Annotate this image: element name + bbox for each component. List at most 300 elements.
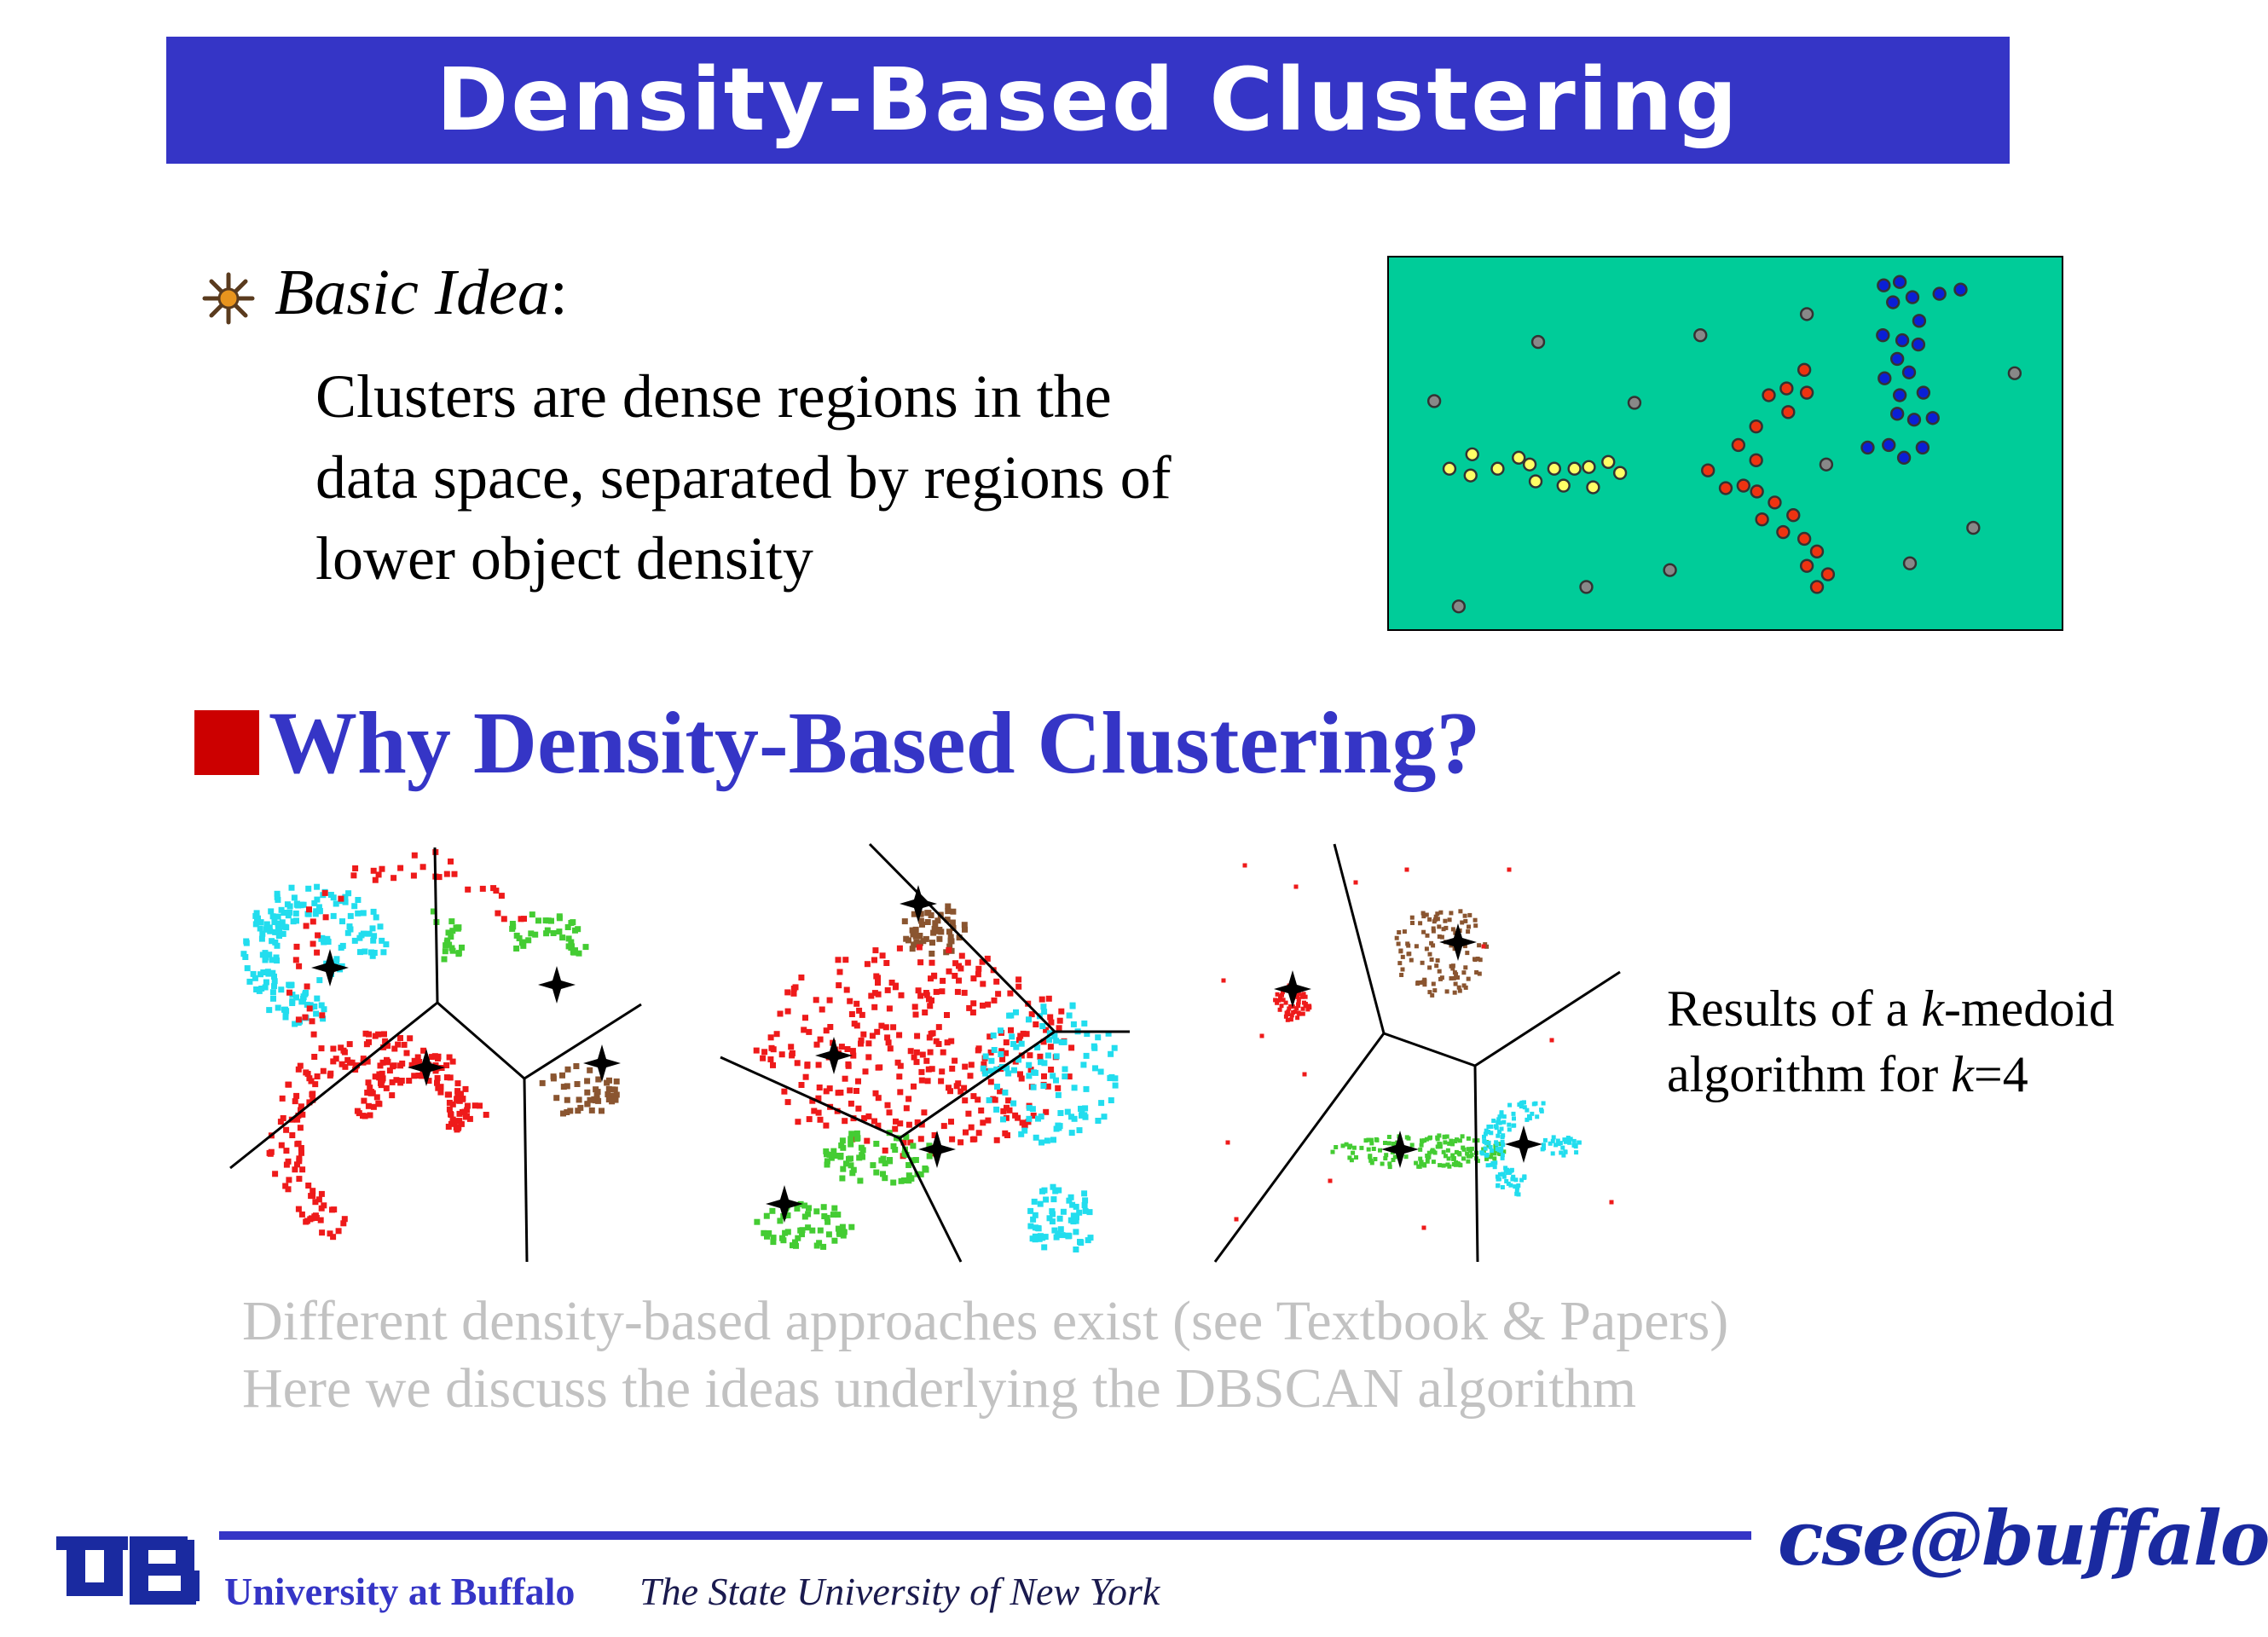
cluster-point — [802, 1214, 808, 1220]
cluster-point — [1068, 1114, 1074, 1119]
cluster-point — [301, 902, 307, 908]
cluster-point — [434, 1080, 440, 1086]
title-bar — [166, 37, 2010, 164]
cluster-point — [1422, 980, 1426, 984]
cluster-point — [842, 1229, 848, 1235]
results-caption: Results of a k-medoid algorithm for k=4 — [1667, 980, 2115, 1102]
cluster-point — [480, 886, 486, 892]
cluster-point — [842, 1118, 848, 1124]
cluster-point — [956, 963, 962, 969]
cluster-point — [925, 910, 931, 916]
cluster-point — [1443, 1135, 1447, 1139]
cluster-point — [1420, 1138, 1424, 1142]
cluster-point — [1432, 927, 1436, 931]
panel-3-medoids — [1274, 923, 1542, 1168]
cluster-point — [1466, 1160, 1470, 1164]
cluster-point — [985, 1118, 991, 1124]
cluster-point — [855, 1106, 861, 1112]
cluster-point — [556, 928, 562, 934]
cluster-point — [1467, 913, 1472, 917]
cluster-point — [884, 1034, 890, 1040]
cluster-point — [1328, 1179, 1333, 1183]
cluster-point — [514, 933, 520, 939]
cluster-point — [791, 986, 797, 992]
cluster-point — [939, 988, 945, 994]
cluster-point — [525, 937, 531, 943]
section-heading: Why Density-Based Clustering? — [269, 694, 1481, 792]
cluster-point — [1507, 1127, 1512, 1131]
cluster-point — [818, 1228, 824, 1234]
cluster-point — [980, 981, 986, 987]
cluster-point — [1482, 945, 1486, 949]
cluster-point — [605, 1091, 610, 1097]
cluster-point — [1068, 1044, 1074, 1050]
cluster-point — [978, 1108, 984, 1114]
cluster-point — [899, 992, 905, 998]
cluster-point — [927, 1154, 933, 1160]
cluster-point — [790, 1050, 796, 1056]
cluster-point — [1465, 1152, 1469, 1156]
cluster-point — [1368, 1159, 1373, 1163]
cluster-point — [1443, 1140, 1447, 1144]
cluster-point — [1463, 914, 1467, 918]
cluster-point — [1043, 1197, 1049, 1203]
cluster-point — [1425, 946, 1429, 951]
cluster-point — [310, 1018, 315, 1024]
cluster-point — [816, 1110, 822, 1116]
cluster-point — [292, 894, 298, 900]
cluster-point — [1446, 1163, 1450, 1167]
cluster-point — [391, 1062, 397, 1068]
cluster-point — [836, 957, 842, 963]
cluster-point — [348, 913, 354, 919]
cluster-point — [266, 1007, 272, 1013]
cluster-point — [370, 938, 376, 944]
cluster-point — [1054, 1053, 1060, 1059]
cluster-point — [567, 1108, 573, 1114]
cluster-point — [925, 919, 931, 925]
cluster-point — [546, 917, 552, 923]
cluster-point — [304, 923, 310, 929]
cluster-point — [872, 990, 878, 996]
cluster-point — [299, 1212, 305, 1218]
cluster-point — [352, 865, 358, 871]
cluster-point — [298, 1063, 304, 1069]
cluster-point — [1467, 977, 1471, 981]
cluster-point — [930, 1030, 936, 1036]
cluster-point — [1465, 951, 1469, 955]
cluster-point — [1401, 955, 1405, 959]
cluster-point — [1055, 1085, 1061, 1091]
cluster-point — [499, 893, 505, 899]
cluster-point — [1474, 970, 1478, 975]
cluster-point — [919, 1078, 925, 1084]
cluster-point — [847, 1087, 853, 1093]
cluster-point — [1050, 1196, 1056, 1202]
cluster-point — [852, 1021, 858, 1027]
cluster-point — [1015, 976, 1021, 982]
cluster-point — [771, 1046, 777, 1052]
cluster-point — [1048, 1044, 1054, 1050]
cluster-point — [1235, 1218, 1239, 1222]
cluster-point — [858, 1041, 864, 1047]
cluster-point — [490, 885, 496, 891]
cluster-point — [873, 1090, 879, 1096]
cluster-point — [887, 1109, 893, 1115]
cluster-point — [846, 1063, 852, 1069]
cluster-point — [898, 1063, 904, 1069]
cluster-point — [1005, 1071, 1011, 1077]
cluster-point — [1050, 1212, 1056, 1218]
cluster-point — [1444, 1154, 1448, 1158]
cluster-point — [609, 1098, 615, 1104]
cluster-point — [1507, 868, 1512, 872]
cluster-point — [1084, 1053, 1090, 1059]
cluster-point — [1496, 1177, 1501, 1182]
cluster-point — [373, 877, 379, 883]
cluster-point — [1056, 1092, 1062, 1098]
cluster-point — [331, 1206, 337, 1212]
cluster-point — [1421, 914, 1426, 918]
cluster-point — [1433, 1151, 1438, 1155]
cluster-point — [1418, 1157, 1422, 1161]
cluster-point — [807, 1116, 813, 1122]
cluster-point — [806, 1029, 812, 1035]
cluster-point — [1083, 1114, 1089, 1120]
cluster-point — [374, 1094, 380, 1100]
cluster-point — [370, 925, 376, 931]
cluster-point — [947, 1088, 953, 1094]
cluster-point — [263, 955, 269, 961]
cluster-point — [286, 1186, 292, 1192]
cluster-point — [1496, 1117, 1501, 1121]
panel-1-clusters — [240, 849, 619, 1240]
cluster-point — [975, 966, 981, 972]
cluster-point — [560, 1111, 566, 1117]
red-cluster — [1702, 364, 1834, 593]
cluster-point — [540, 1080, 546, 1086]
kmedoid-result-panel-1 — [230, 844, 648, 1262]
cluster-point — [1522, 1176, 1526, 1180]
cluster-point — [1341, 1143, 1345, 1148]
cluster-point — [929, 960, 935, 966]
cluster-point — [345, 930, 351, 936]
cluster-point — [778, 1011, 784, 1017]
cluster-point — [969, 1061, 975, 1067]
cluster-point — [849, 1011, 855, 1017]
cluster-point — [1567, 1141, 1571, 1145]
cluster-point — [1427, 917, 1432, 922]
cluster-point — [893, 1119, 899, 1125]
cluster-point — [940, 1050, 946, 1056]
cluster-point — [510, 921, 516, 927]
cluster-point — [322, 890, 328, 896]
cluster-point — [391, 875, 396, 881]
cluster-point — [821, 1204, 827, 1210]
cluster-point — [928, 1050, 934, 1056]
cluster-point — [1437, 924, 1441, 928]
cluster-point — [1443, 919, 1447, 923]
cluster-point — [1450, 967, 1455, 971]
cluster-point — [411, 873, 417, 879]
cluster-point — [949, 1137, 955, 1142]
cluster-point — [246, 979, 252, 985]
cluster-point — [938, 1079, 944, 1085]
cluster-point — [330, 1046, 336, 1052]
cluster-point — [1026, 1016, 1032, 1022]
cluster-point — [980, 1003, 986, 1009]
cluster-point — [336, 1228, 342, 1234]
cluster-point — [809, 1228, 815, 1234]
cluster-point — [970, 1000, 976, 1006]
cluster-point — [1418, 1165, 1422, 1169]
cluster-point — [1383, 1156, 1387, 1160]
cluster-point — [905, 937, 911, 943]
cluster-point — [840, 1145, 846, 1151]
cluster-point — [963, 1130, 969, 1136]
cluster-point — [342, 1216, 348, 1222]
cluster-point — [952, 1058, 958, 1064]
cluster-point — [373, 914, 379, 920]
cluster-point — [564, 1097, 570, 1103]
cluster-point — [1449, 911, 1453, 915]
cluster-point — [395, 1042, 401, 1048]
cluster-point — [1280, 1004, 1284, 1008]
cluster-point — [576, 1096, 582, 1102]
cluster-point — [455, 1091, 461, 1097]
cluster-point — [593, 1086, 599, 1092]
cluster-point — [1458, 909, 1462, 913]
cluster-point — [934, 917, 940, 923]
cluster-point — [573, 1063, 579, 1069]
cluster-point — [962, 1064, 968, 1070]
cluster-point — [1530, 1112, 1534, 1116]
cluster-point — [444, 871, 450, 877]
cluster-point — [932, 926, 938, 932]
cluster-point — [319, 1191, 325, 1197]
cluster-point — [376, 871, 382, 877]
cluster-point — [1073, 1247, 1079, 1252]
cluster-point — [844, 987, 850, 993]
cluster-point — [1007, 1108, 1013, 1114]
cluster-point — [420, 864, 426, 870]
cluster-point — [1448, 917, 1452, 922]
cluster-point — [934, 1038, 940, 1044]
cluster-point — [1501, 1140, 1505, 1144]
cluster-point — [1369, 1138, 1374, 1142]
cluster-point — [1037, 1054, 1043, 1060]
cluster-point — [1011, 1067, 1017, 1073]
cluster-point — [465, 1103, 471, 1109]
cluster-point — [856, 1154, 862, 1160]
cluster-point — [1026, 1116, 1032, 1122]
cluster-point — [296, 1016, 302, 1022]
cluster-point — [575, 1081, 581, 1087]
cluster-point — [1401, 968, 1405, 972]
cluster-point — [936, 1024, 942, 1030]
cluster-point — [988, 1079, 994, 1085]
cluster-point — [1556, 1139, 1560, 1143]
cluster-point — [911, 1084, 917, 1090]
cluster-point — [836, 982, 842, 988]
cluster-point — [1502, 1175, 1507, 1179]
cluster-point — [1500, 1114, 1504, 1118]
cluster-point — [1446, 1148, 1450, 1153]
cluster-point — [1039, 997, 1045, 1003]
cluster-point — [1019, 1076, 1025, 1082]
cluster-point — [1425, 1154, 1429, 1158]
cluster-point — [289, 885, 295, 891]
cluster-point — [873, 1170, 879, 1176]
cluster-point — [339, 918, 345, 924]
cluster-point — [1419, 1161, 1423, 1166]
cluster-point — [380, 949, 386, 955]
cluster-point — [1473, 923, 1478, 928]
cluster-point — [1498, 1121, 1502, 1125]
cluster-point — [785, 1099, 791, 1105]
cluster-point — [568, 920, 574, 926]
cluster-point — [1038, 1201, 1044, 1207]
medoid-star-icon — [538, 966, 576, 1004]
cluster-point — [941, 1123, 947, 1129]
cluster-point — [362, 949, 367, 955]
cluster-point — [1420, 1143, 1424, 1148]
cluster-point — [840, 1137, 846, 1143]
cluster-point — [965, 960, 971, 966]
cluster-point — [371, 909, 377, 915]
cluster-point — [293, 1093, 299, 1099]
cluster-point — [311, 1054, 317, 1060]
cluster-point — [1455, 1137, 1459, 1142]
cluster-point — [1045, 1053, 1051, 1059]
cluster-point — [982, 1071, 988, 1077]
cluster-point — [845, 1046, 851, 1052]
cluster-point — [827, 1085, 833, 1091]
cluster-point — [1301, 1007, 1305, 1011]
cluster-point — [379, 938, 385, 944]
cluster-point — [315, 933, 321, 939]
cluster-point — [359, 932, 365, 938]
cluster-point — [883, 1024, 889, 1030]
cluster-point — [887, 1158, 893, 1164]
cluster-point — [1102, 1114, 1108, 1119]
cluster-point — [1071, 1021, 1077, 1027]
cluster-point — [1512, 1116, 1516, 1120]
cluster-point — [551, 1075, 557, 1081]
cluster-point — [902, 918, 908, 924]
cluster-point — [283, 1127, 289, 1133]
cluster-point — [275, 891, 281, 897]
cluster-point — [1410, 916, 1415, 920]
cluster-point — [1512, 1112, 1516, 1116]
cluster-point — [1463, 965, 1467, 969]
cluster-point — [1297, 1012, 1301, 1016]
cluster-point — [1010, 1041, 1016, 1047]
cluster-point — [378, 1062, 384, 1068]
cluster-point — [594, 1092, 600, 1098]
cluster-point — [1495, 1125, 1499, 1130]
cluster-point — [1007, 991, 1013, 997]
cluster-point — [1008, 1027, 1014, 1033]
cluster-point — [399, 1078, 405, 1084]
cluster-point — [1550, 1038, 1554, 1043]
cluster-point — [341, 1048, 347, 1054]
cluster-point — [551, 930, 557, 936]
cluster-point — [1278, 1008, 1282, 1012]
cluster-point — [1010, 1101, 1016, 1107]
cluster-point — [976, 1045, 982, 1051]
cluster-point — [252, 975, 258, 981]
cluster-point — [1548, 1142, 1553, 1146]
cluster-point — [944, 1012, 950, 1018]
cluster-point — [874, 1029, 880, 1035]
cluster-point — [269, 957, 275, 963]
cluster-point — [823, 1123, 829, 1129]
cluster-point — [296, 1176, 302, 1182]
cluster-point — [1373, 1157, 1377, 1161]
cluster-point — [905, 1177, 911, 1183]
cluster-point — [1040, 1004, 1046, 1009]
cluster-point — [1260, 1034, 1264, 1038]
cluster-point — [1062, 1067, 1068, 1073]
cluster-point — [1431, 943, 1435, 947]
cluster-point — [1098, 1100, 1104, 1106]
cluster-point — [760, 1056, 766, 1061]
cluster-point — [1480, 1151, 1484, 1155]
cluster-point — [443, 948, 448, 954]
cluster-point — [865, 1040, 871, 1046]
idea-line: lower object density — [315, 524, 813, 593]
cluster-point — [824, 1027, 830, 1033]
cluster-point — [286, 912, 292, 918]
cluster-point — [519, 940, 525, 946]
cluster-point — [824, 1151, 830, 1157]
cluster-point — [1004, 1039, 1010, 1045]
cluster-point — [587, 1067, 593, 1073]
cluster-point — [347, 1041, 353, 1047]
cluster-point — [275, 1005, 281, 1011]
cluster-point — [465, 887, 471, 893]
cluster-point — [949, 1066, 955, 1072]
cluster-point — [381, 1031, 387, 1037]
cluster-point — [366, 1039, 372, 1045]
cluster-point — [870, 1162, 876, 1168]
cluster-point — [477, 1102, 483, 1108]
basic-idea-text — [315, 356, 1322, 599]
cluster-point — [785, 1009, 791, 1015]
cluster-point — [820, 1244, 826, 1250]
cluster-point — [992, 1047, 998, 1053]
cluster-point — [566, 943, 572, 949]
cluster-point — [543, 930, 549, 936]
cluster-point — [1542, 1142, 1546, 1147]
cluster-point — [257, 926, 263, 932]
cluster-point — [850, 1048, 856, 1054]
cluster-point — [257, 971, 263, 977]
page-title: Density-Based Clustering — [436, 49, 1740, 151]
cluster-point — [1507, 1103, 1512, 1108]
cluster-point — [830, 1212, 836, 1218]
cluster-point — [275, 921, 281, 927]
cluster-point — [1409, 958, 1414, 963]
cluster-point — [1403, 929, 1407, 934]
cluster-point — [1018, 1131, 1024, 1137]
cluster-point — [1081, 1190, 1087, 1196]
cluster-point — [275, 914, 281, 920]
cluster-point — [1462, 1148, 1467, 1152]
cluster-point — [557, 913, 563, 919]
kmedoid-result-panel-3 — [1211, 844, 1637, 1262]
